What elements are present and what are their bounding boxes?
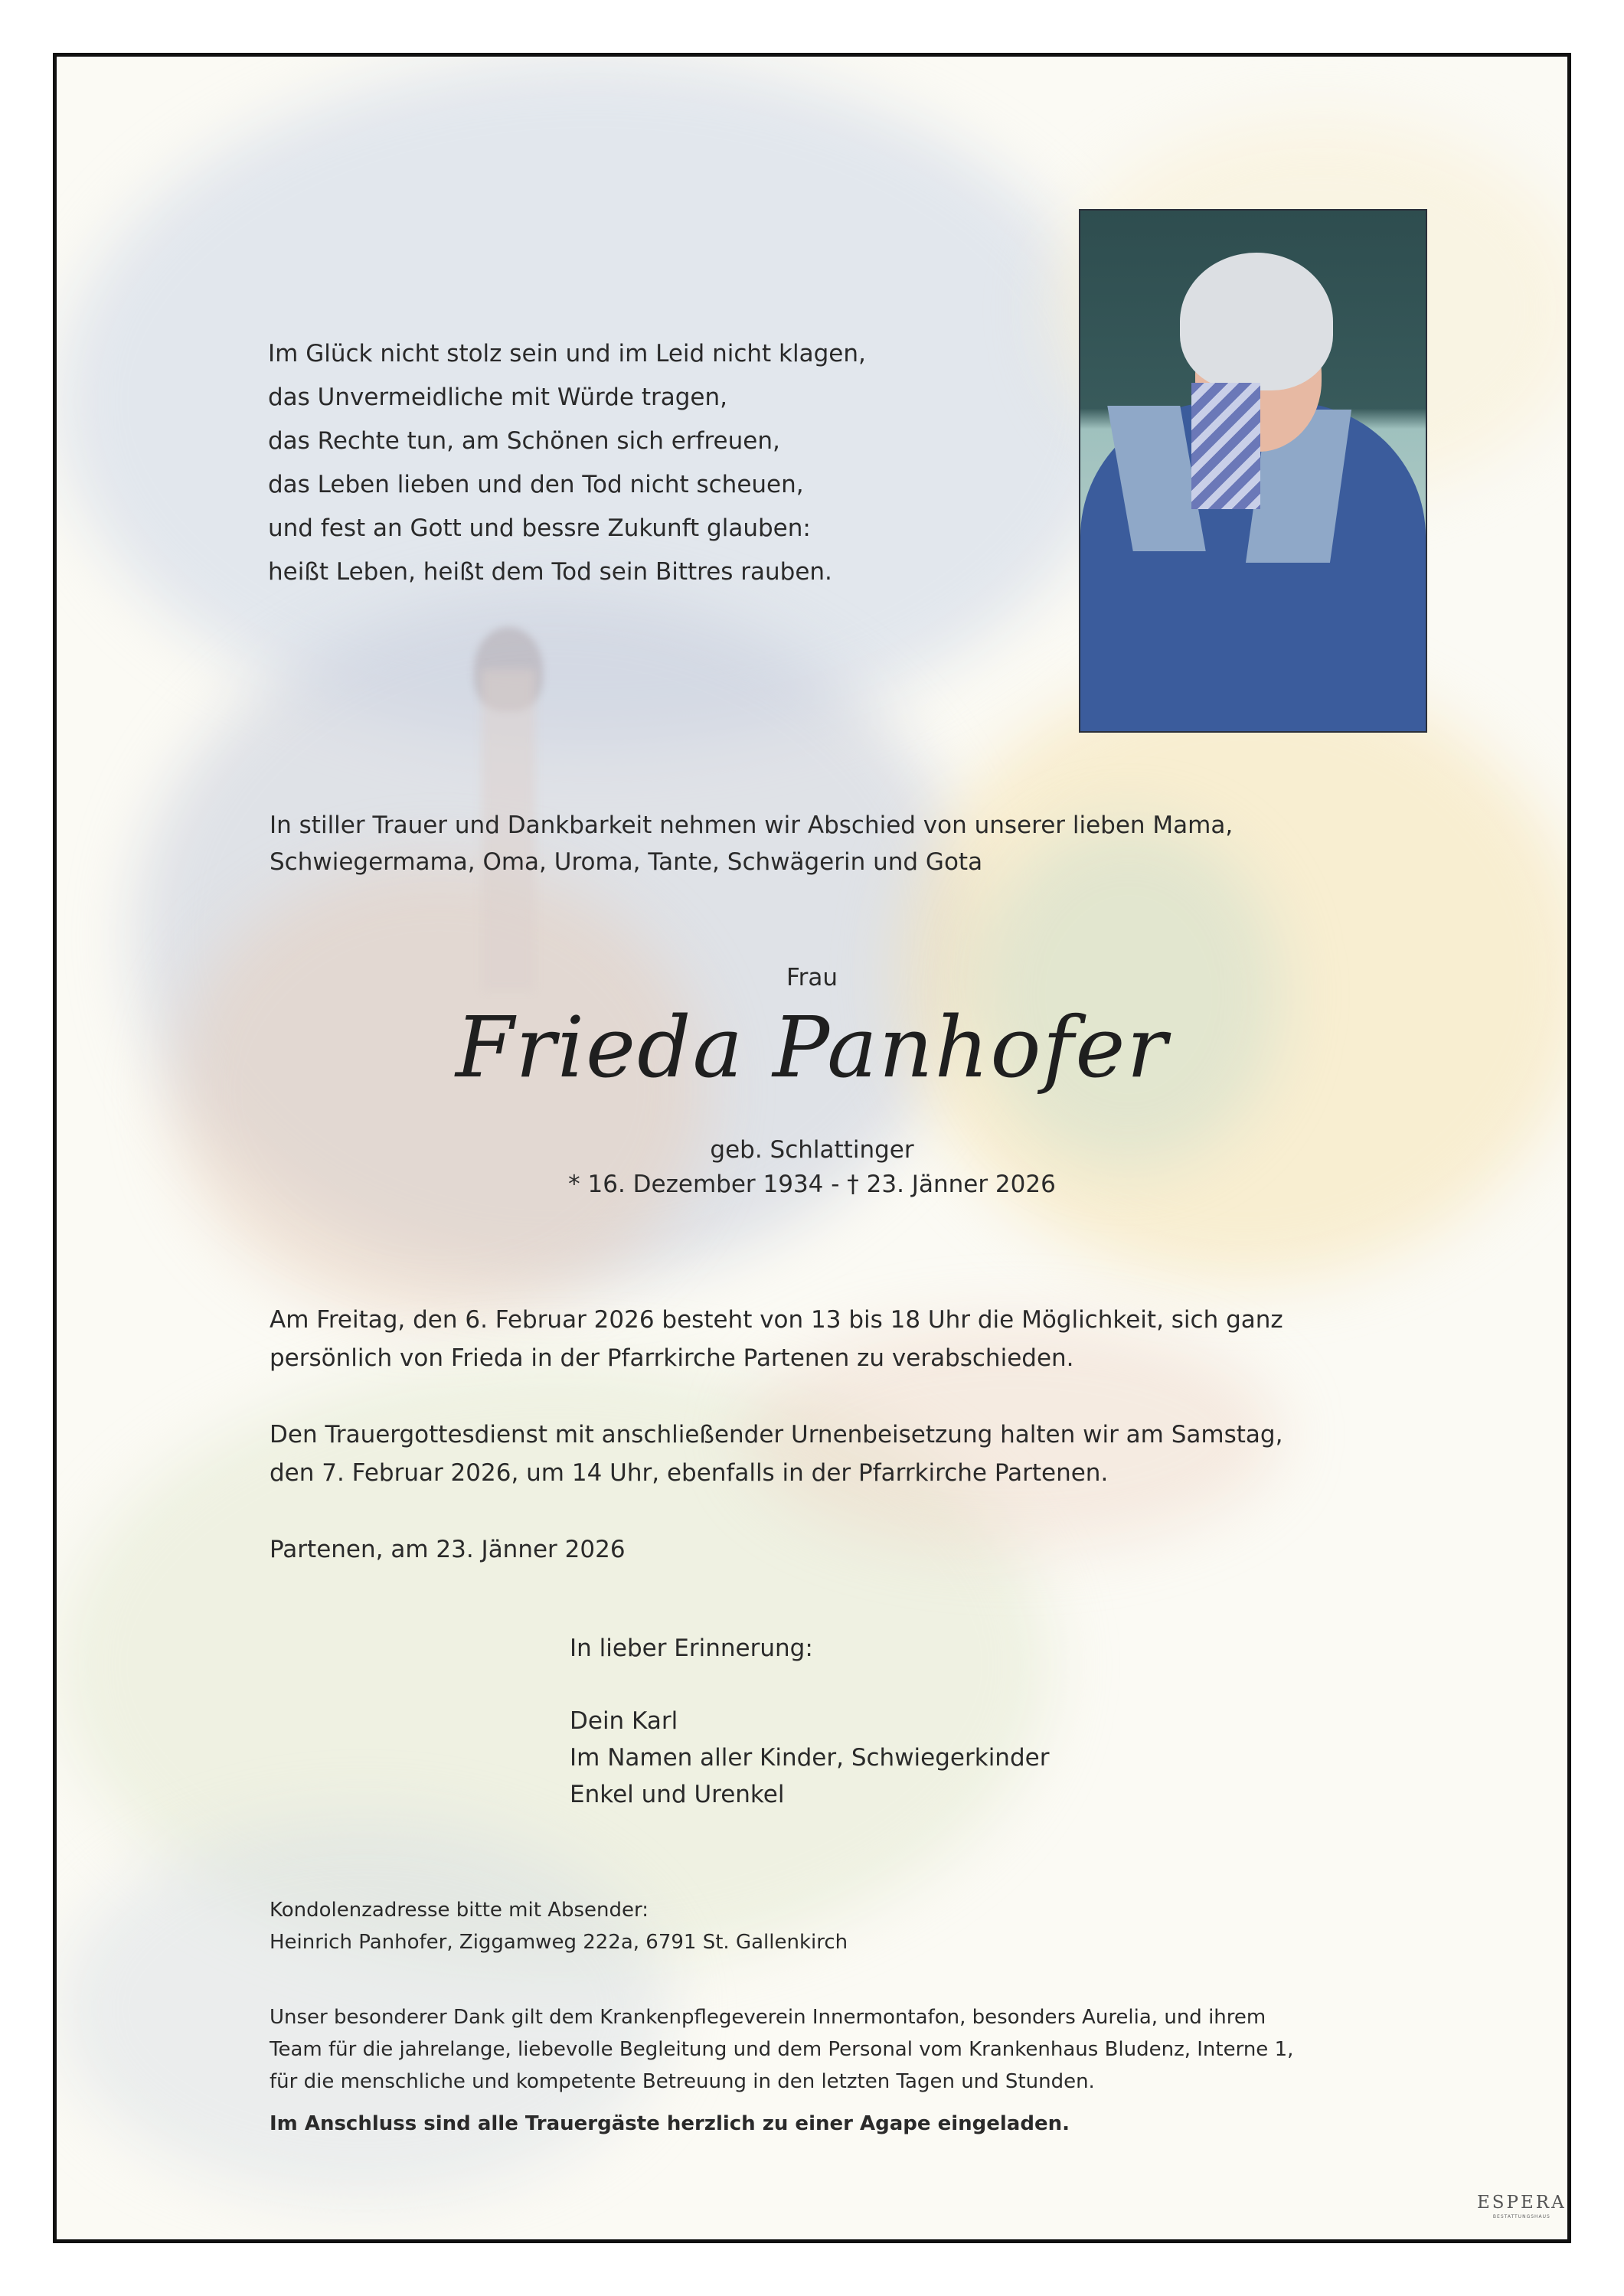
deceased-name: Frieda Panhofer (455, 998, 1169, 1096)
condolence-address (270, 1894, 848, 1958)
life-dates: * 16. Dezember 1934 - † 23. Jänner 2026 (568, 1171, 1056, 1198)
thanks-line: Unser besonderer Dank gilt dem Krankenpflegeverein Innermontafon, besonders Aurelia, und ihrem (270, 2006, 1266, 2029)
signoff-name: Im Namen aller Kinder, Schwiegerkinder (570, 1744, 1050, 1772)
condolence-line: Heinrich Panhofer, Ziggamweg 222a, 6791 St. Gallenkirch (270, 1931, 848, 1954)
intro-line: Schwiegermama, Oma, Uroma, Tante, Schwägerin und Gota (270, 848, 983, 876)
paragraph-line: den 7. Februar 2026, um 14 Uhr, ebenfalls in der Pfarrkirche Partenen. (270, 1459, 1109, 1487)
salutation: Frau (786, 964, 838, 991)
paragraph-line: Am Freitag, den 6. Februar 2026 besteht von 13 bis 18 Uhr die Möglichkeit, sich ganz (270, 1306, 1283, 1334)
poem-line: das Leben lieben und den Tod nicht scheuen, (268, 471, 804, 498)
thanks-line: Team für die jahrelange, liebevolle Begleitung und dem Personal vom Krankenhaus Bludenz, Interne 1, (270, 2038, 1294, 2061)
poem (268, 332, 866, 594)
service-paragraph (270, 1416, 1283, 1492)
paragraph-line: persönlich von Frieda in der Pfarrkirche Partenen zu verabschieden. (270, 1344, 1074, 1372)
intro-text (270, 807, 1233, 880)
photo-hair (1180, 253, 1333, 390)
intro-line: In stiller Trauer und Dankbarkeit nehmen wir Abschied von unserer lieben Mama, (270, 812, 1234, 839)
poem-line: heißt Leben, heißt dem Tod sein Bittres rauben. (268, 558, 832, 586)
espera-logo (1477, 2193, 1567, 2219)
paragraph-line: Den Trauergottesdienst mit anschließender Urnenbeisetzung halten wir am Samstag, (270, 1421, 1283, 1448)
signoff-names (570, 1703, 1049, 1813)
place-date: Partenen, am 23. Jänner 2026 (270, 1536, 626, 1563)
signoff-heading: In lieber Erinnerung: (570, 1635, 813, 1662)
maiden-name: geb. Schlattinger (710, 1136, 914, 1164)
signoff-name: Dein Karl (570, 1707, 678, 1735)
obituary-card (53, 53, 1571, 2243)
condolence-line: Kondolenzadresse bitte mit Absender: (270, 1899, 649, 1922)
farewell-paragraph (270, 1301, 1283, 1377)
poem-line: das Rechte tun, am Schönen sich erfreuen, (268, 427, 780, 455)
logo-name: ESPERA (1477, 2193, 1567, 2213)
thanks-paragraph (270, 2001, 1293, 2098)
agape-invitation: Im Anschluss sind alle Trauergäste herzlich zu einer Agape eingeladen. (270, 2112, 1070, 2135)
poem-line: Im Glück nicht stolz sein und im Leid nicht klagen, (268, 340, 866, 367)
poem-line: das Unvermeidliche mit Würde tragen, (268, 384, 728, 411)
photo-scarf (1191, 383, 1260, 509)
thanks-line: für die menschliche und kompetente Betreuung in den letzten Tagen und Stunden. (270, 2070, 1095, 2093)
portrait-photo (1079, 209, 1427, 733)
signoff-name: Enkel und Urenkel (570, 1781, 785, 1808)
poem-line: und fest an Gott und bessre Zukunft glauben: (268, 514, 811, 542)
logo-subtitle: BESTATTUNGSHAUS (1492, 2214, 1550, 2219)
